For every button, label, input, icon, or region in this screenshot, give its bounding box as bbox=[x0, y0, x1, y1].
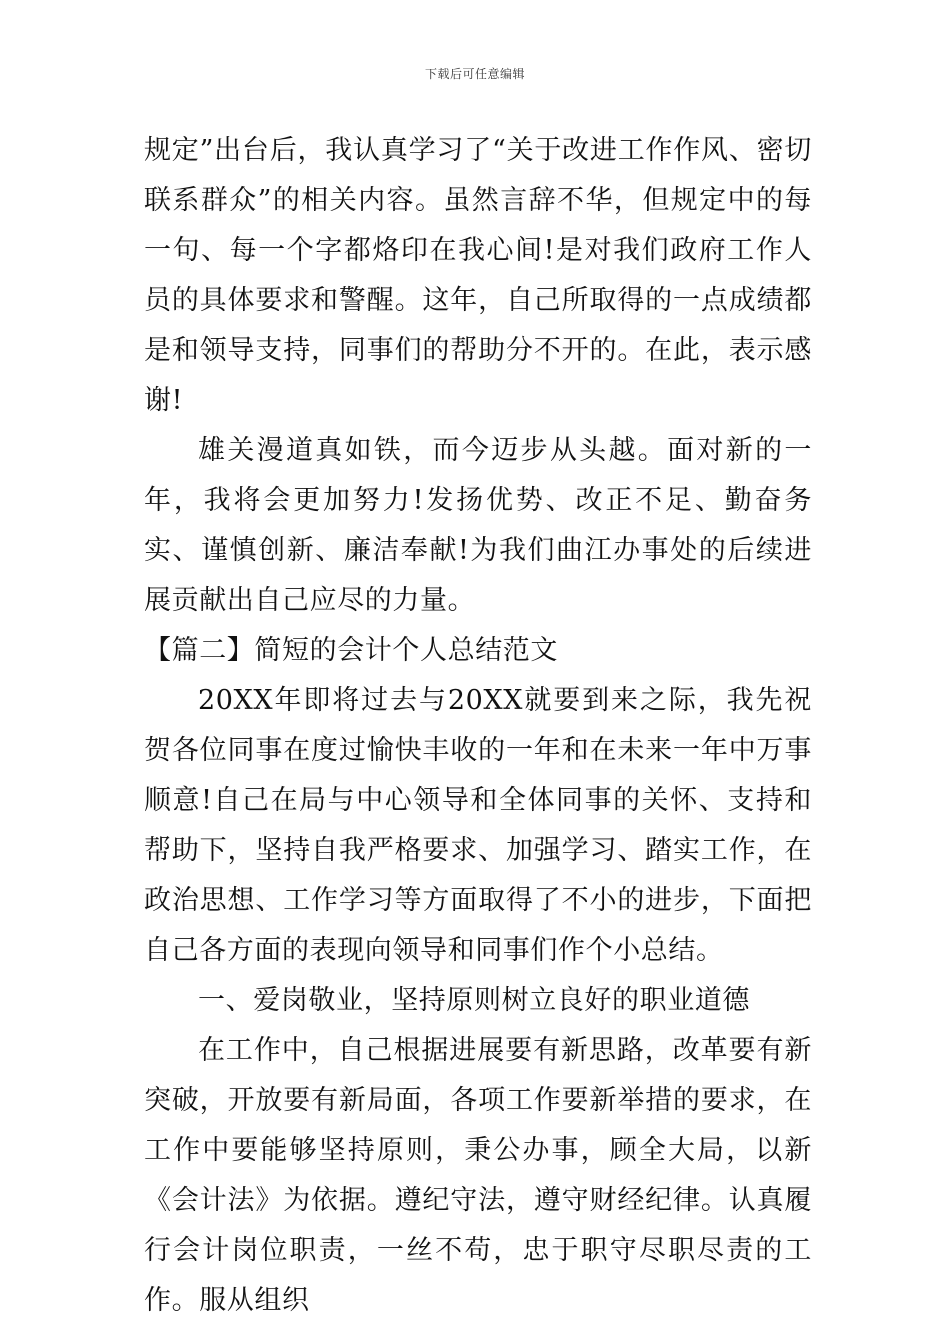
paragraph-work: 在工作中，自己根据进展要有新思路，改革要有新突破，开放要有新局面，各项工作要新举措的要求，在工作中要能够坚持原则，秉公办事，顾全大局，以新《会计法》为依据。遵纪守法，遵守财经纪律。认真履行会计岗位职责，一丝不苟，忠于职守尽职尽责的工作。服从组织 bbox=[144, 1035, 812, 1316]
section-heading: 【篇二】简短的会计个人总结范文 bbox=[144, 635, 558, 666]
page-header-note: 下载后可任意编辑 bbox=[424, 67, 525, 81]
paragraph-continuation: 规定”出台后，我认真学习了“关于改进工作作风、密切联系群众”的相关内容。虽然言辞不华，但规定中的每一句、每一个字都烙印在我心间!是对我们政府工作人员的具体要求和警醒。这年，自己所取得的一点成绩都是和领导支持，同事们的帮助分不开的。在此，表示感谢! bbox=[144, 135, 812, 416]
paragraph-outlook: 雄关漫道真如铁，而今迈步从头越。面对新的一年，我将会更加努力!发扬优势、改正不足、勤奋务实、谨慎创新、廉洁奉献!为我们曲江办事处的后续进展贡献出自己应尽的力量。 bbox=[144, 435, 812, 616]
paragraph-intro: 20XX年即将过去与20XX就要到来之际，我先祝贺各位同事在度过愉快丰收的一年和在未来一年中万事顺意!自己在局与中心领导和全体同事的关怀、支持和帮助下，坚持自我严格要求、加强学习、踏实工作，在政治思想、工作学习等方面取得了不小的进步，下面把自己各方面的表现向领导和同事们作个小总结。 bbox=[144, 685, 812, 966]
document-body bbox=[144, 126, 812, 1326]
subheading-ethics: 一、爱岗敬业，坚持原则树立良好的职业道德 bbox=[198, 985, 750, 1016]
